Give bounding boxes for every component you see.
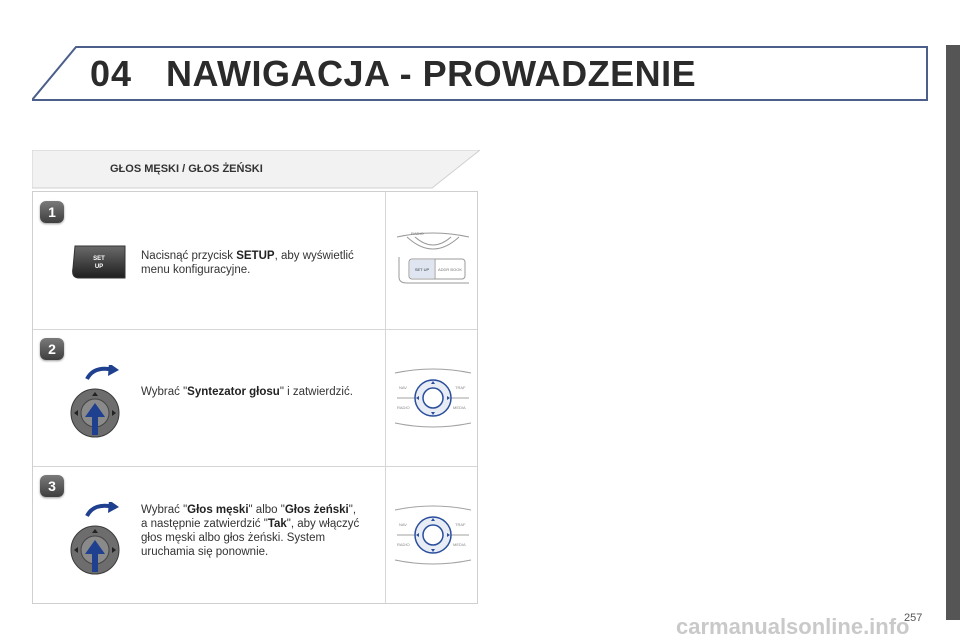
radio-label: RADIO xyxy=(397,542,410,547)
step-3-instruction: Wybrać "Głos męski" albo "Głos żeński", a następnie zatwierdzić "Tak", aby włączyć głos męski albo głos żeński. System uruchamia się ponownie. xyxy=(141,504,360,558)
steps-table xyxy=(32,191,478,604)
nav-label: NAV xyxy=(399,522,407,527)
media-label: MEDIA xyxy=(453,405,466,410)
navigation-controls-icon xyxy=(393,365,473,436)
nav-label: NAV xyxy=(399,385,407,390)
chapter-title: NAWIGACJA - PROWADZENIE xyxy=(166,53,697,94)
step-3 xyxy=(33,466,477,603)
section-banner xyxy=(32,150,480,190)
section-title: GŁOS MĘSKI / GŁOS ŻEŃSKI xyxy=(110,163,263,175)
step-number-badge: 3 xyxy=(40,475,64,497)
step-2 xyxy=(33,329,477,467)
traf-label: TRAF xyxy=(455,522,466,527)
traf-label: TRAF xyxy=(455,385,466,390)
step-1-instruction: Nacisnąć przycisk SETUP, aby wyświetlić menu konfiguracyjne. xyxy=(141,250,354,276)
panel-label-setup: SET UP xyxy=(414,267,430,272)
step-1 xyxy=(33,192,477,330)
radio-label: RADIO xyxy=(397,405,410,410)
step-number-badge: 2 xyxy=(40,338,64,360)
chapter-number: 04 xyxy=(90,53,133,94)
chapter-header xyxy=(32,45,928,101)
navigation-controls-icon xyxy=(393,502,473,573)
watermark: carmanualsonline.info xyxy=(676,614,910,639)
setup-panel-icon xyxy=(395,227,471,296)
step-number-badge: 1 xyxy=(40,201,64,223)
media-label: MEDIA xyxy=(453,542,466,547)
column-divider xyxy=(385,192,386,329)
setup-label-line2: UP xyxy=(94,264,104,270)
panel-label-addr-book: ADDR BOOK xyxy=(437,267,463,272)
column-divider xyxy=(385,466,386,603)
column-divider xyxy=(385,329,386,466)
setup-label-line1: SET xyxy=(93,256,105,262)
step-2-instruction: Wybrać "Syntezator głosu" i zatwierdzić. xyxy=(141,386,353,398)
setup-button-icon xyxy=(69,242,129,287)
rotary-knob-icon xyxy=(67,365,131,450)
page-number: 257 xyxy=(904,612,923,624)
side-bar xyxy=(946,45,960,620)
panel-label-radio: RADIO xyxy=(411,231,424,236)
rotary-knob-icon xyxy=(67,502,131,587)
